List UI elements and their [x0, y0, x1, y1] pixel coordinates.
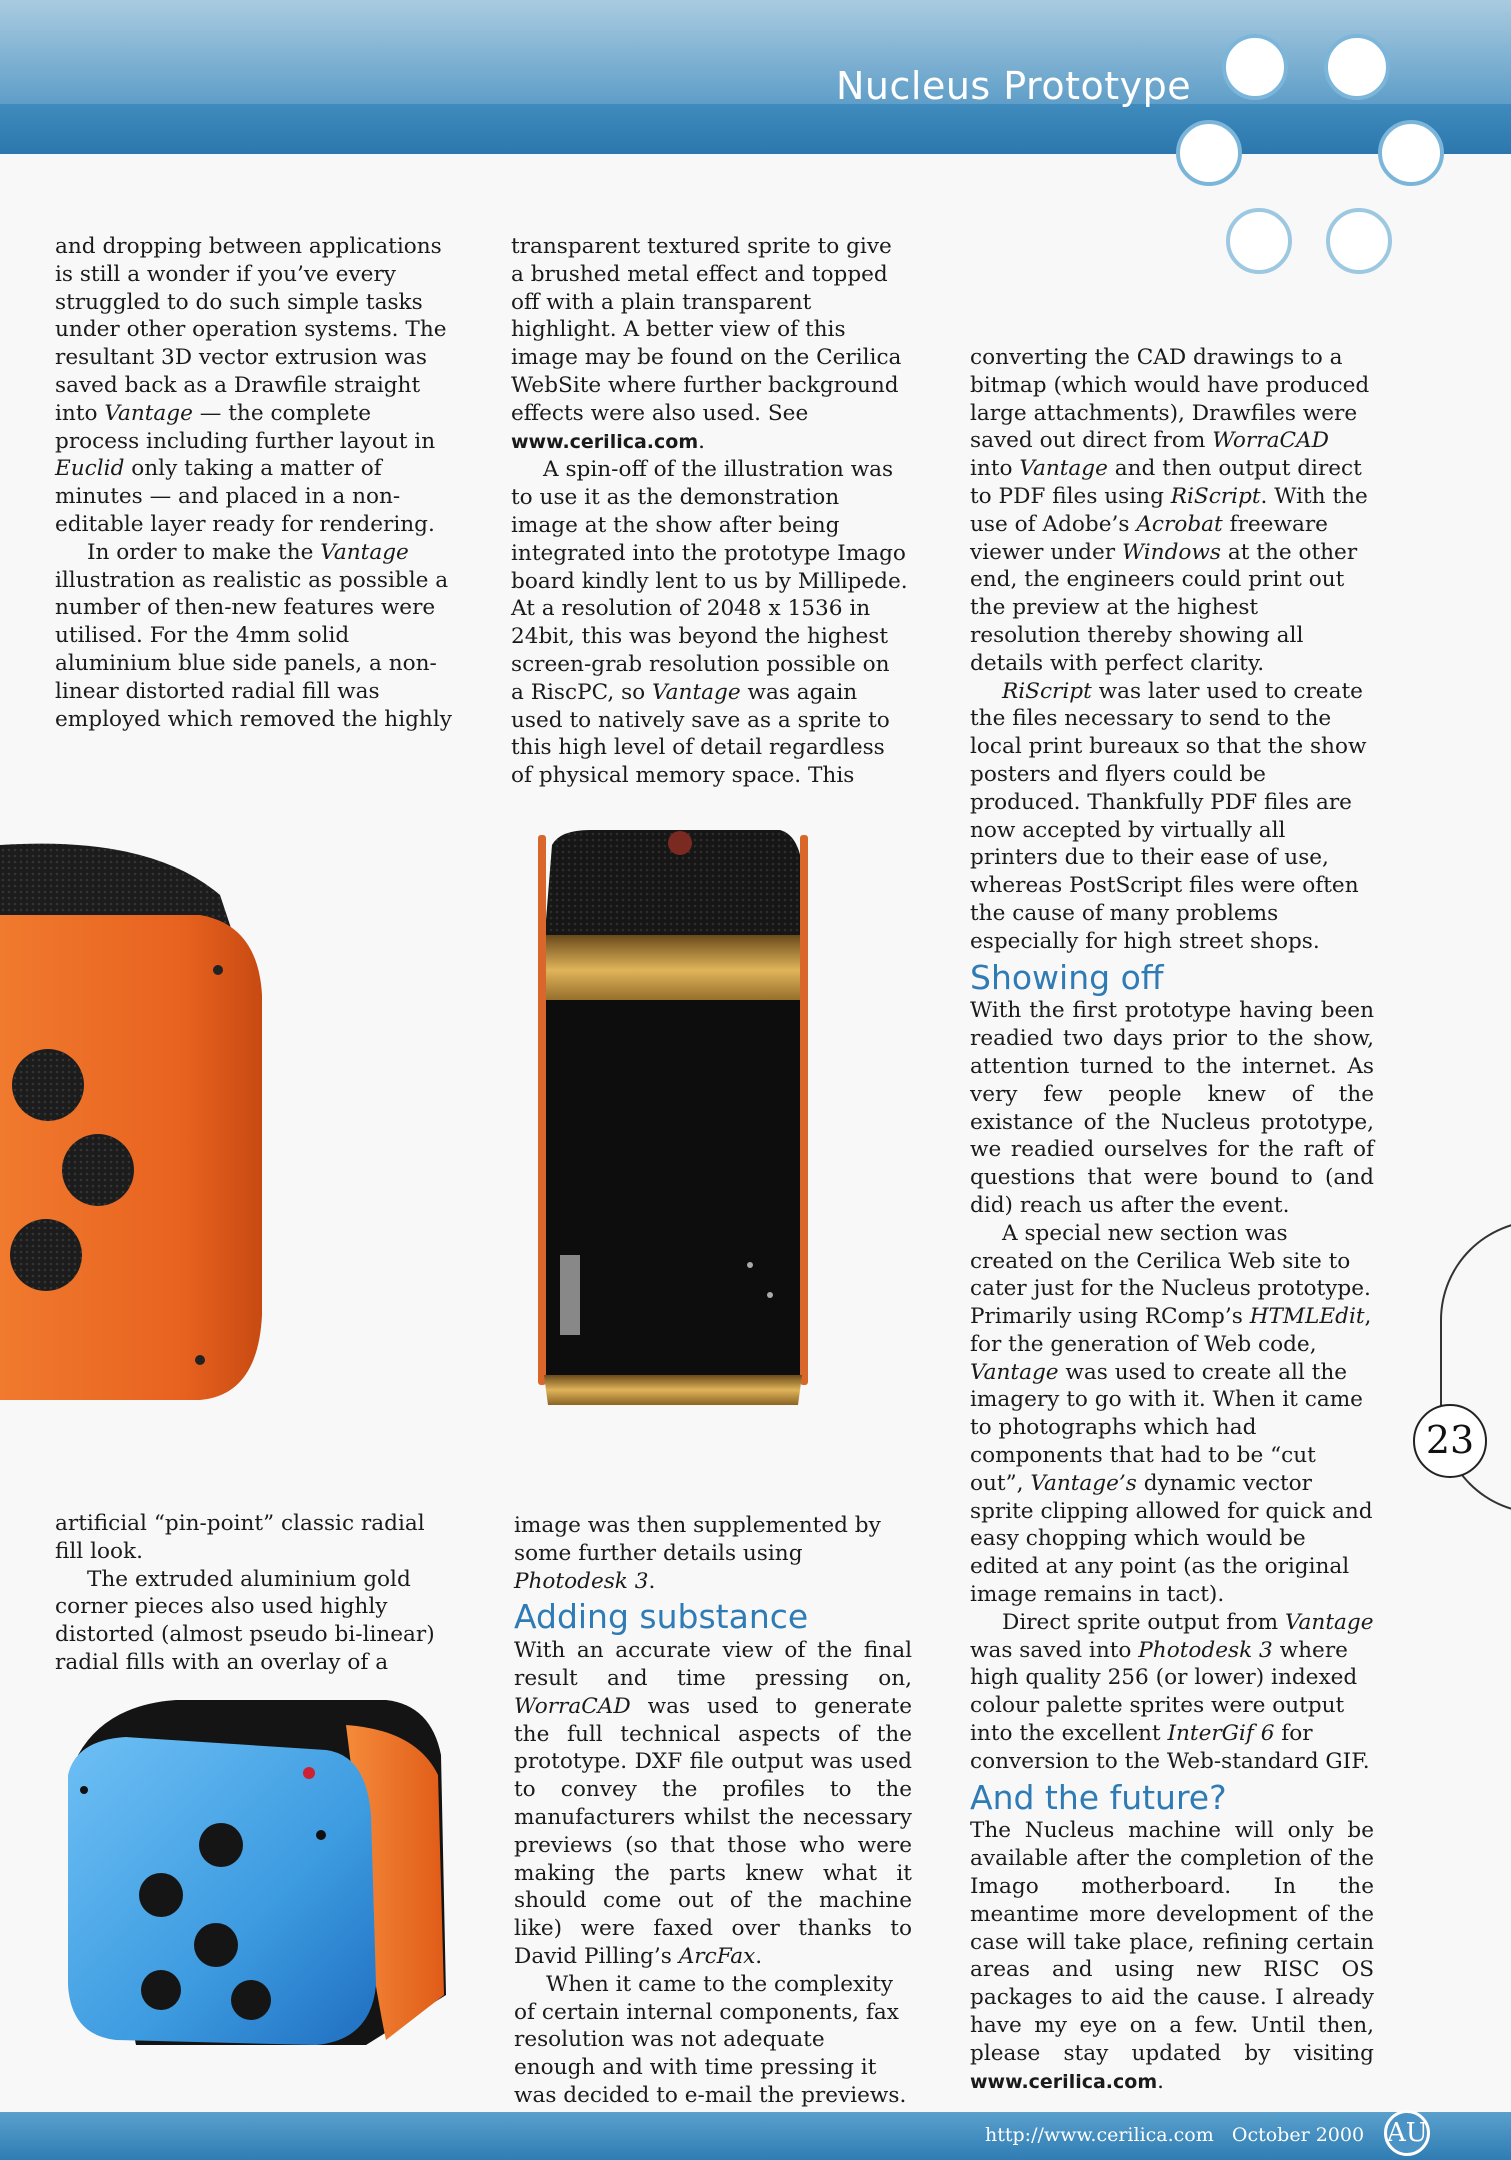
au-logo: AU: [1384, 2110, 1430, 2156]
blue-case-render-image: [66, 1695, 451, 2050]
section-title: Nucleus Prototype: [836, 64, 1192, 108]
footer-date: October 2000: [1231, 2124, 1365, 2146]
ring-decoration: [1326, 208, 1392, 274]
paragraph: Direct sprite output from Vantage was saved into Photodesk 3 where high quality 256 (or lower) indexed colour palette sprites were output into the excellent InterGif 6 for conversion to the Web-standard GIF.: [970, 1609, 1374, 1774]
column-2-bottom: [514, 1512, 912, 2138]
paragraph: A spin-off of the illustration was to use it as the demonstration image at the show after being integrated into the prototype Imago board kindly lent to us by Millipede. At a resolution of 2048 x 1536 in 24bit, this was beyond the highest screen-grab resolution possible on a RiscPC, so Vantage was again used to natively save as a sprite to this high level of detail regardless of physical memory space. This: [511, 457, 908, 789]
paragraph: The extruded aluminium gold corner pieces also used highly distorted (almost pseudo bi-linear) radial fills with an overlay of a: [55, 1566, 435, 1675]
website-link[interactable]: www.cerilica.com: [970, 2070, 1158, 2093]
paragraph: image was then supplemented by some further details using Photodesk 3.: [514, 1513, 881, 1594]
header-band: [0, 104, 1511, 154]
website-link[interactable]: www.cerilica.com: [511, 430, 699, 453]
paragraph: When it came to the complexity of certain internal components, fax resolution was not adequate enough and with time pressing it was decided to e-mail the previews.: [514, 1971, 907, 2108]
column-2-top: [511, 233, 909, 790]
paragraph: transparent textured sprite to give a brushed metal effect and topped off with a plain transparent highlight. A better view of this image may be found on the Cerilica WebSite where further background effects were also used. See www.cerilica.com.: [511, 234, 902, 454]
paragraph: artificial “pin-point” classic radial fill look.: [55, 1511, 425, 1564]
footer-url[interactable]: http://www.cerilica.com: [985, 2124, 1214, 2146]
page-number: 23: [1425, 1418, 1475, 1462]
paragraph: In order to make the Vantage illustration as realistic as possible a number of then-new features were utilised. For the 4mm solid aluminium blue side panels, a non-linear distorted radial fill was employed which removed the highly: [55, 539, 452, 732]
paragraph: The Nucleus machine will only be available after the completion of the Imago motherboard. In the meantime more development of the case will take place, refining certain areas and using new RISC OS packages to aid the cause. I already have my eye on a few. Until then, please stay updated by visiting www.cerilica.com.: [970, 1818, 1374, 2094]
ring-decoration: [1222, 34, 1288, 100]
black-case-front-image: [530, 825, 815, 1420]
paragraph: With the first prototype having been readied two days prior to the show, attention turned to the internet. As very few people knew of the existance of the Nucleus prototype, we readied ourselves for the raft of questions that were bound to (and did) reach us after the event.: [970, 998, 1374, 1218]
ring-decoration: [1378, 120, 1444, 186]
ring-decoration: [1176, 120, 1242, 186]
ring-decoration: [1324, 34, 1390, 100]
subheading-adding-substance: Adding substance: [514, 1597, 809, 1637]
orange-case-side-image: [0, 835, 300, 1410]
paragraph: A special new section was created on the Cerilica Web site to cater just for the Nucleus prototype. Primarily using RComp’s HTMLEdit, for the generation of Web code, Vantage was used to create all the imagery to go with it. When it came to photographs which had components that had to be “cut out”, Vantage’s dynamic vector sprite clipping allowed for quick and easy chopping which would be edited at any point (as the original image remains in tact).: [970, 1220, 1373, 1608]
paragraph: converting the CAD drawings to a bitmap (which would have produced large attachments), Drawfiles were saved out direct from WorraCAD into Vantage and then output direct to PDF files using RiScript. With the use of Adobe’s Acrobat freeware viewer under Windows at the other end, the engineers could print out the preview at the highest resolution thereby showing all details with perfect clarity.: [970, 345, 1370, 676]
subheading-and-the-future: And the future?: [970, 1777, 1227, 1817]
paragraph: With an accurate view of the final result and time pressing on, WorraCAD was used to generate the full technical aspects of the prototype. DXF file output was used to convey the profiles to the manufacturers whilst the necessary previews (so that those who were making the parts knew what it should come out of the machine like) were faxed over thanks to David Pilling’s ArcFax.: [514, 1638, 912, 1969]
paragraph: RiScript was later used to create the files necessary to send to the local print bureaux so that the show posters and flyers could be produced. Thankfully PDF files are now accepted by virtually all printers due to their ease of use, whereas PostScript files were often the cause of many problems especially for high street shops.: [970, 678, 1367, 954]
footer-text: [985, 2124, 1364, 2146]
column-3: [970, 344, 1374, 2096]
ring-decoration: [1226, 208, 1292, 274]
column-1-top: [55, 233, 453, 733]
paragraph: and dropping between applications is still a wonder if you’ve every struggled to do such simple tasks under other operation systems. The resultant 3D vector extrusion was saved back as a Drawfile straight into Vantage — the complete process including further layout in Euclid only taking a matter of minutes — and placed in a non-editable layer ready for rendering.: [55, 234, 447, 537]
column-1-bottom: [55, 1510, 453, 1677]
subheading-showing-off: Showing off: [970, 957, 1164, 997]
